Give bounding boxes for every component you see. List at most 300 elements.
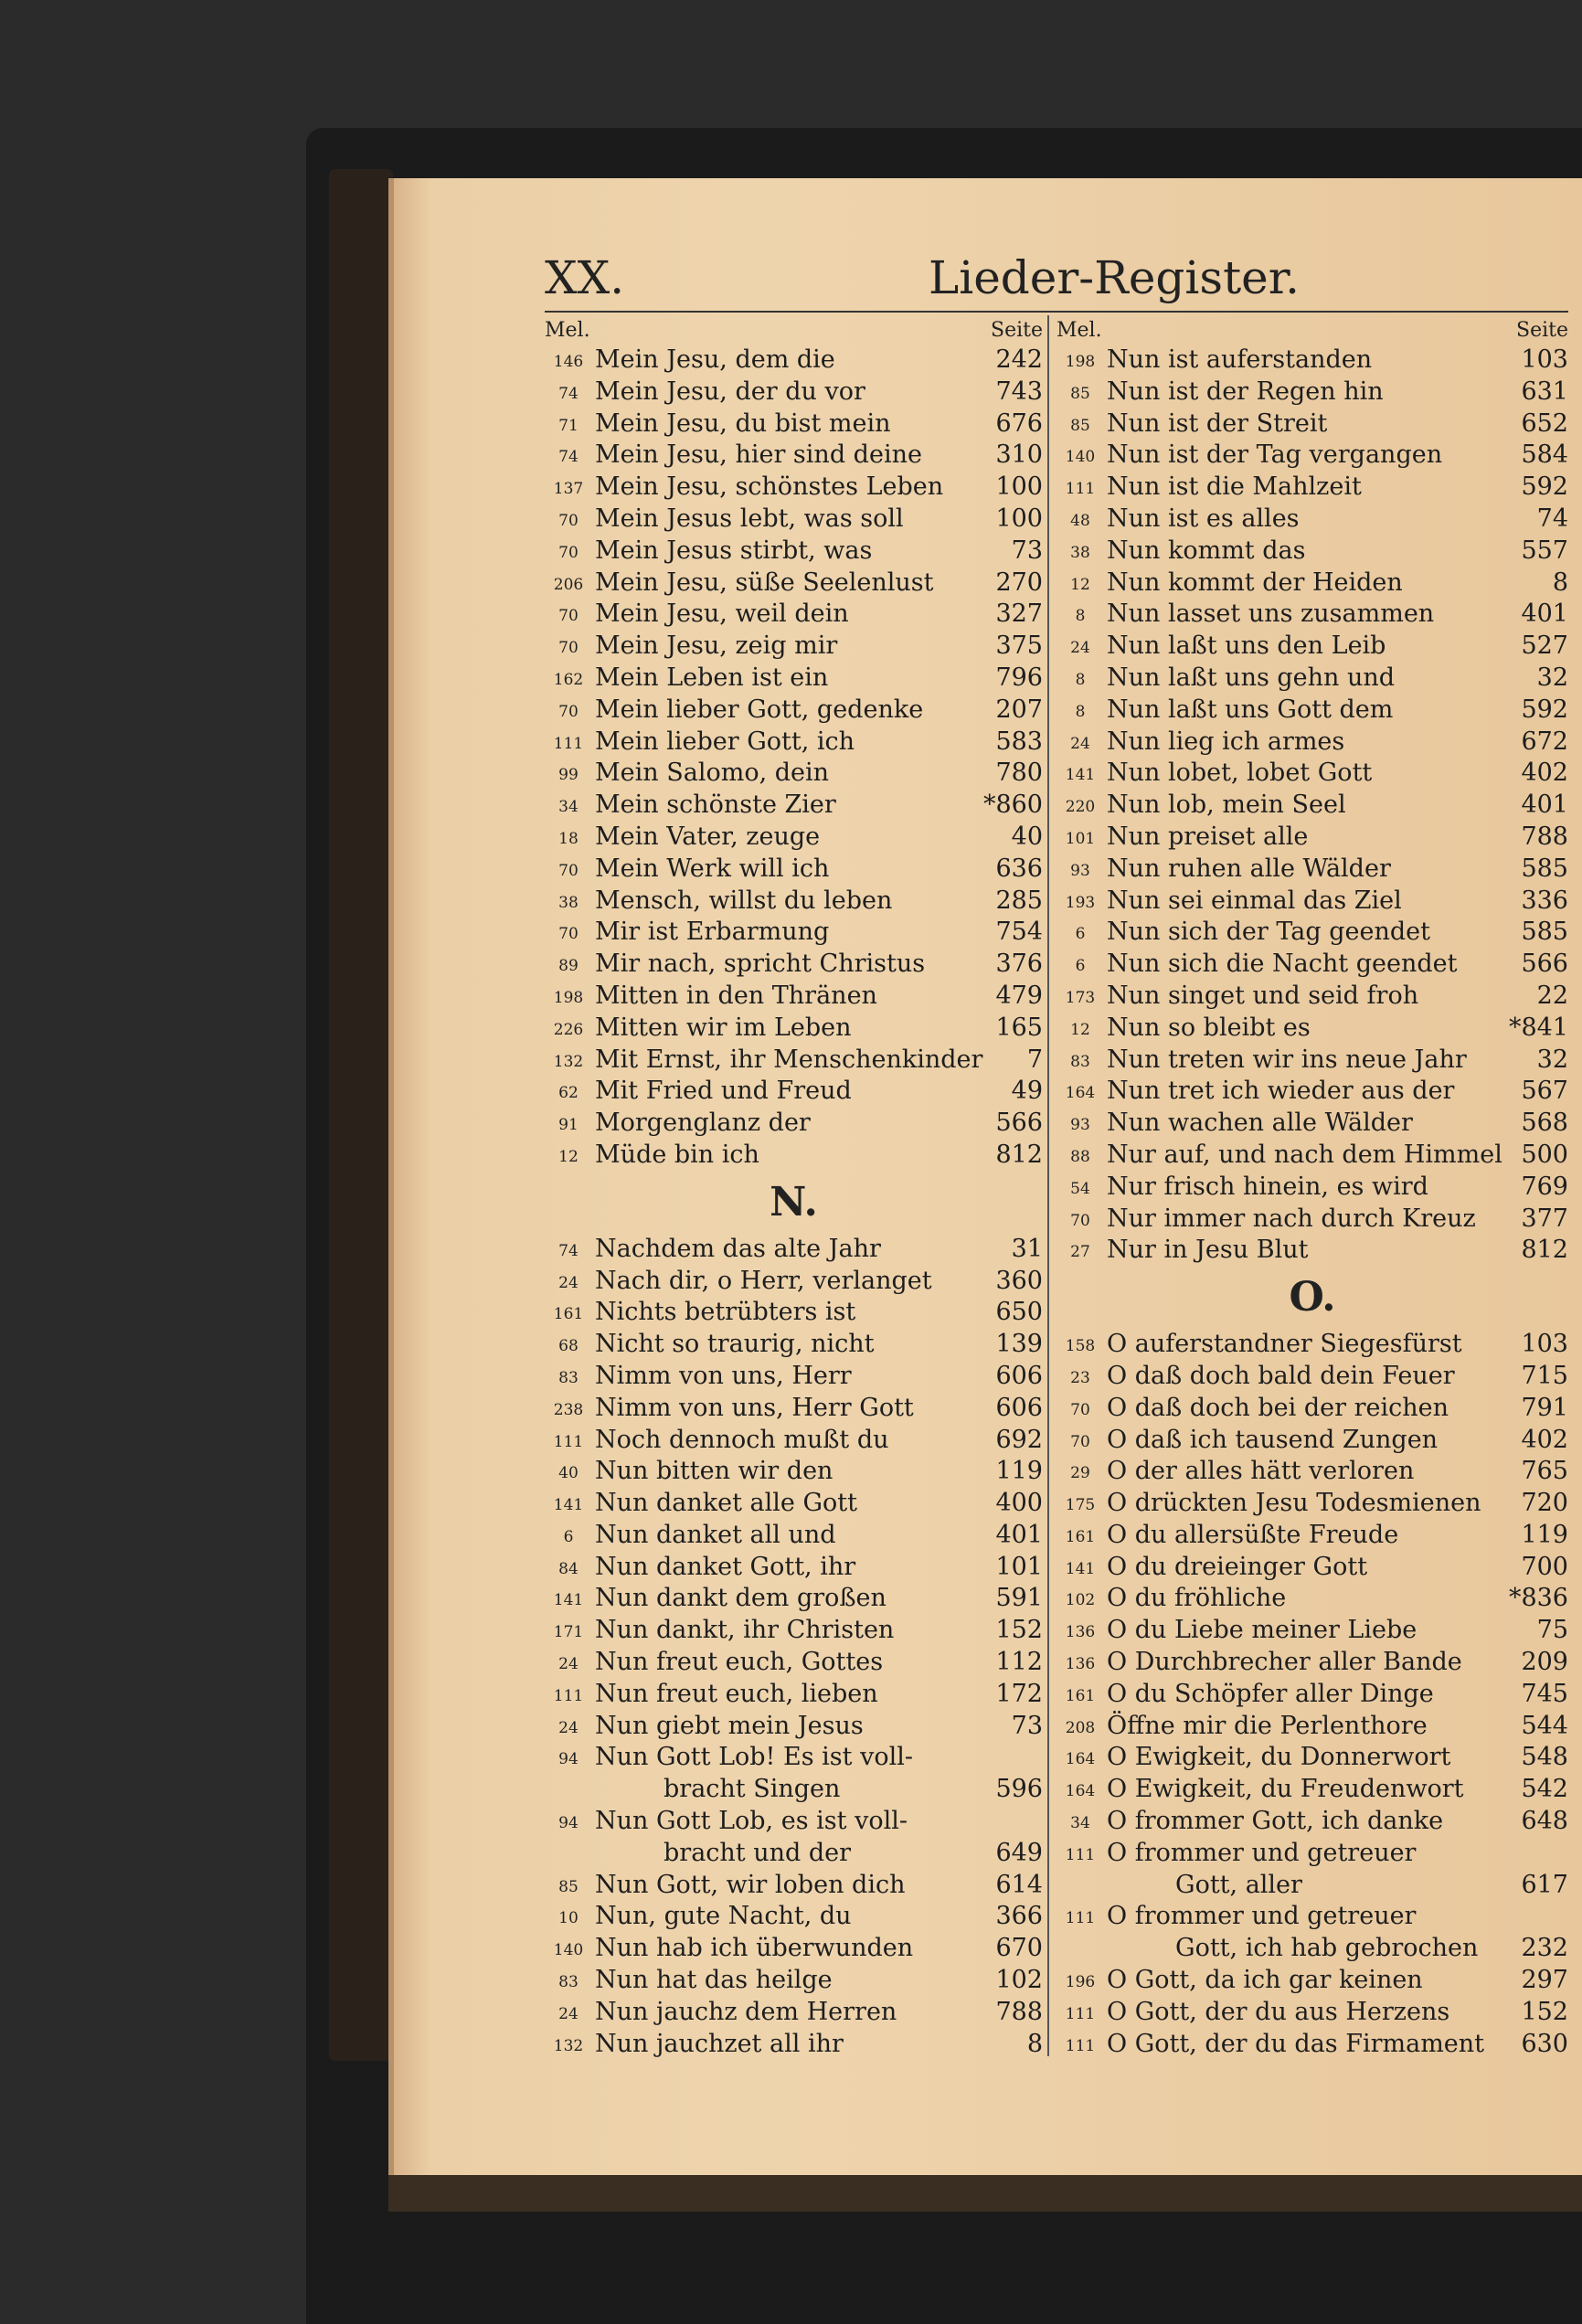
page-reference: 297	[1521, 1966, 1568, 1995]
melody-number: 173	[1065, 988, 1096, 1007]
hymn-title: Nun ist die Mahlzeit	[1107, 472, 1362, 502]
hymn-title: Nun ist der Regen hin	[1107, 377, 1384, 406]
melody-number: 136	[1065, 1655, 1096, 1674]
melody-number: 226	[553, 1020, 584, 1039]
page-reference: 636	[995, 854, 1043, 883]
page-reference: *860	[982, 791, 1043, 820]
register-entry	[545, 409, 1043, 440]
page-reference: 7	[1026, 1045, 1043, 1074]
register-entry	[1056, 568, 1568, 600]
register-entry	[1056, 472, 1568, 504]
register-entry	[1056, 1488, 1568, 1520]
melody-number: 71	[558, 416, 579, 435]
hymn-title: Nachdem das alte Jahr	[595, 1234, 881, 1263]
melody-number: 24	[558, 2004, 579, 2023]
melody-number: 10	[558, 1909, 579, 1928]
page-reference: 765	[1521, 1457, 1568, 1486]
page-reference: 591	[995, 1584, 1043, 1613]
page-reference: 596	[995, 1775, 1043, 1804]
register-entry	[545, 1456, 1043, 1488]
left-column	[545, 315, 1043, 2060]
page-reference: 788	[1521, 822, 1568, 851]
melody-number: 83	[1070, 1052, 1090, 1071]
register-entry	[1056, 1711, 1568, 1743]
register-entry	[545, 1965, 1043, 1997]
hymn-title: Nun danket Gott, ihr	[595, 1552, 856, 1581]
page-reference: 49	[1011, 1077, 1043, 1106]
melody-number: 74	[558, 1241, 579, 1260]
page-reference: 270	[995, 568, 1043, 597]
page-reference: 796	[995, 663, 1043, 692]
register-entry	[1056, 2029, 1568, 2061]
page-reference: 401	[1521, 600, 1568, 629]
register-entry	[1056, 1172, 1568, 1204]
register-entry	[545, 1297, 1043, 1329]
page-reference: 31	[1011, 1234, 1043, 1263]
register-entry	[545, 1266, 1043, 1298]
hymn-title: O Ewigkeit, du Freudenwort	[1107, 1775, 1464, 1804]
melody-number: 38	[558, 893, 579, 912]
hymn-title: Mir nach, spricht Christus	[595, 950, 926, 979]
register-entry	[545, 2029, 1043, 2061]
page-reference: 566	[1521, 950, 1568, 979]
melody-number: 158	[1065, 1337, 1096, 1356]
hymn-title: Mensch, willst du leben	[595, 886, 893, 915]
register-entry	[545, 1140, 1043, 1172]
melody-number: 40	[558, 1464, 579, 1483]
page-reference: 542	[1521, 1775, 1568, 1804]
melody-number: 208	[1065, 1718, 1096, 1737]
page-reference: 285	[995, 886, 1043, 915]
register-entry	[545, 1045, 1043, 1077]
register-entry	[545, 822, 1043, 854]
page-reference: 715	[1521, 1361, 1568, 1390]
hymn-title: Nur frisch hinein, es wird	[1107, 1172, 1428, 1201]
hymn-title: Mit Fried und Freud	[595, 1077, 852, 1106]
hymn-title: Nimm von uns, Herr	[595, 1361, 852, 1390]
register-entry	[545, 695, 1043, 727]
hymn-title: Mein Jesus stirbt, was	[595, 536, 873, 565]
register-entry	[545, 1679, 1043, 1711]
register-entry	[1056, 1108, 1568, 1140]
register-entry	[1056, 1965, 1568, 1997]
register-entry	[1056, 790, 1568, 822]
register-entry	[1056, 1013, 1568, 1045]
hymn-title: Nun freut euch, Gottes	[595, 1648, 884, 1677]
register-entry	[1056, 1679, 1568, 1711]
melody-number: 34	[1070, 1814, 1090, 1833]
page-reference: 720	[1521, 1489, 1568, 1518]
hymn-title: Mein Jesu, dem die	[595, 345, 835, 374]
register-entry	[545, 1013, 1043, 1045]
page-header	[545, 251, 1568, 315]
page-reference: 630	[1521, 2029, 1568, 2058]
hymn-title: O du Liebe meiner Liebe	[1107, 1616, 1417, 1645]
melody-number: 111	[553, 1432, 584, 1451]
hymn-title: Nun singet und seid froh	[1107, 981, 1419, 1010]
register-entry	[1056, 1838, 1568, 1870]
entries-o	[1056, 1329, 1568, 2060]
page-reference: 670	[995, 1934, 1043, 1963]
hymn-title: O frommer Gott, ich danke	[1107, 1807, 1444, 1836]
register-entry	[545, 440, 1043, 472]
hymn-title: Nach dir, o Herr, verlanget	[595, 1266, 932, 1295]
page-reference: 232	[1521, 1934, 1568, 1963]
hymn-title: O drückten Jesu Todesmienen	[1107, 1489, 1481, 1518]
hymn-title: Nun ruhen alle Wälder	[1107, 854, 1391, 883]
page-reference: *841	[1508, 1013, 1568, 1042]
register-entry	[1056, 1393, 1568, 1425]
page-reference: 617	[1521, 1870, 1568, 1899]
register-entry	[1056, 1552, 1568, 1584]
register-entry	[545, 1552, 1043, 1584]
page-edge	[388, 2175, 1582, 2212]
hymn-title: Nun sich die Nacht geendet	[1107, 950, 1458, 979]
hymn-title: Nun dankt dem großen	[595, 1584, 887, 1613]
page-reference: 101	[995, 1552, 1043, 1581]
register-entry	[545, 1806, 1043, 1838]
register-entry	[545, 949, 1043, 981]
register-entry	[1056, 981, 1568, 1013]
page-reference: 152	[1521, 1997, 1568, 2026]
hymn-title: Müde bin ich	[595, 1140, 759, 1169]
page-reference: 745	[1521, 1679, 1568, 1708]
melody-number: 6	[1075, 925, 1086, 944]
melody-number: 111	[553, 734, 584, 753]
page-reference: 548	[1521, 1743, 1568, 1772]
register-entry	[1056, 1361, 1568, 1393]
hymn-title: Nun preiset alle	[1107, 822, 1309, 851]
melody-number: 24	[558, 1273, 579, 1292]
entries-n	[545, 1234, 1043, 2061]
melody-number: 70	[1070, 1211, 1090, 1230]
page-reference: 165	[995, 1013, 1043, 1042]
melody-number: 89	[558, 957, 579, 976]
melody-number: 99	[558, 766, 579, 785]
page-reference: 32	[1536, 663, 1568, 692]
page-reference: 8	[1552, 568, 1568, 597]
hymn-title: Nun lieg ich armes	[1107, 727, 1345, 756]
register-page	[388, 178, 1582, 2175]
hymn-title: Mein Jesu, der du vor	[595, 377, 865, 406]
page-reference: 242	[995, 345, 1043, 374]
register-entry	[545, 1234, 1043, 1266]
melody-number: 101	[1065, 829, 1096, 848]
page-reference: 100	[995, 472, 1043, 502]
seite-label: Seite	[991, 319, 1043, 342]
melody-number: 198	[553, 988, 584, 1007]
page-reference: 401	[995, 1520, 1043, 1549]
hymn-title: Nun laßt uns den Leib	[1107, 631, 1386, 661]
hymn-title: Nur auf, und nach dem Himmel	[1107, 1140, 1502, 1169]
melody-number: 146	[553, 353, 584, 371]
melody-number: 102	[1065, 1591, 1096, 1610]
page-reference: 152	[995, 1616, 1043, 1645]
page-reference: 360	[995, 1266, 1043, 1295]
register-entry	[545, 631, 1043, 663]
page-reference: 788	[995, 1997, 1043, 2026]
hymn-title: Nun kommt der Heiden	[1107, 568, 1403, 597]
melody-number: 111	[1065, 2004, 1096, 2023]
register-entry	[1056, 1140, 1568, 1172]
hymn-title: Noch dennoch mußt du	[595, 1425, 889, 1454]
hymn-title: Mein Jesus lebt, was soll	[595, 504, 904, 533]
hymn-title: O Gott, der du das Firmament	[1107, 2029, 1485, 2058]
page-reference: 74	[1536, 504, 1568, 533]
hymn-title: Nun bitten wir den	[595, 1457, 833, 1486]
hymn-title: O Ewigkeit, du Donnerwort	[1107, 1743, 1451, 1772]
hymn-title: Nun so bleibt es	[1107, 1013, 1311, 1042]
page-title: Lieder-Register.	[929, 251, 1301, 304]
melody-number: 24	[1070, 639, 1090, 658]
page-reference: 500	[1521, 1140, 1568, 1169]
register-entry	[545, 377, 1043, 409]
hymn-title: O du dreieinger Gott	[1107, 1552, 1368, 1581]
hymn-title: Mein lieber Gott, ich	[595, 727, 855, 756]
melody-number: 94	[558, 1814, 579, 1833]
register-entry	[1056, 1901, 1568, 1933]
register-entry	[545, 1076, 1043, 1108]
melody-number: 85	[1070, 416, 1090, 435]
melody-number: 34	[558, 798, 579, 817]
hymn-title: Nun dankt, ihr Christen	[595, 1616, 895, 1645]
page-reference: 139	[995, 1330, 1043, 1359]
register-entry	[545, 981, 1043, 1013]
register-entry	[545, 1520, 1043, 1552]
melody-number: 136	[1065, 1623, 1096, 1642]
hymn-title: O der alles hätt verloren	[1107, 1457, 1415, 1486]
hymn-title: Nun jauchzet all ihr	[595, 2029, 844, 2058]
register-entry	[545, 1393, 1043, 1425]
register-entry	[1056, 1045, 1568, 1077]
page-reference: 377	[1521, 1204, 1568, 1233]
register-entry	[1056, 758, 1568, 790]
register-entry	[545, 504, 1043, 536]
melody-number: 23	[1070, 1368, 1090, 1387]
register-entry	[1056, 663, 1568, 695]
hymn-title: Nun Gott Lob! Es ist voll-	[595, 1743, 913, 1772]
hymn-title: Nun lobet, lobet Gott	[1107, 759, 1373, 788]
melody-number: 62	[558, 1084, 579, 1103]
melody-number: 12	[1070, 1020, 1090, 1039]
melody-number: 238	[553, 1400, 584, 1419]
melody-number: 24	[1070, 734, 1090, 753]
melody-number: 206	[553, 575, 584, 594]
hymn-title: Nun danket alle Gott	[595, 1489, 857, 1518]
melody-number: 8	[1075, 702, 1086, 721]
hymn-title: Nichts betrübters ist	[595, 1298, 856, 1327]
page-reference: 402	[1521, 759, 1568, 788]
page-reference: 652	[1521, 409, 1568, 438]
page-reference: 103	[1521, 1330, 1568, 1359]
register-entry	[1056, 1615, 1568, 1647]
hymn-title: Mein Salomo, dein	[595, 759, 830, 788]
melody-number: 70	[558, 639, 579, 658]
register-entry	[1056, 1774, 1568, 1806]
page-reference: 606	[995, 1361, 1043, 1390]
register-entry	[545, 1361, 1043, 1393]
page-reference: 402	[1521, 1425, 1568, 1454]
register-entry	[1056, 631, 1568, 663]
melody-number: 198	[1065, 353, 1096, 371]
page-reference: 479	[995, 981, 1043, 1010]
page-number: XX.	[545, 251, 625, 304]
register-entry	[1056, 1456, 1568, 1488]
melody-number: 8	[1075, 607, 1086, 626]
hymn-title: Mit Ernst, ihr Menschenkinder	[595, 1045, 983, 1074]
melody-number: 6	[1075, 957, 1086, 976]
melody-number: 70	[558, 925, 579, 944]
page-reference: 631	[1521, 377, 1568, 406]
page-reference: 568	[1521, 1109, 1568, 1138]
page-reference: 557	[1521, 536, 1568, 565]
register-entry	[545, 1583, 1043, 1615]
melody-number: 24	[558, 1718, 579, 1737]
hymn-title: bracht Singen	[664, 1775, 841, 1804]
register-entry	[545, 345, 1043, 377]
register-entry	[545, 1488, 1043, 1520]
page-reference: 73	[1011, 1711, 1043, 1740]
melody-number: 29	[1070, 1464, 1090, 1483]
register-entry	[1056, 377, 1568, 409]
entries-m	[545, 345, 1043, 1172]
register-entry	[1056, 1425, 1568, 1457]
page-reference: 592	[1521, 472, 1568, 502]
page-reference: 40	[1011, 822, 1043, 851]
page-reference: 375	[995, 631, 1043, 661]
register-entry	[1056, 727, 1568, 759]
register-entry	[1056, 536, 1568, 568]
register-entry	[545, 536, 1043, 568]
page-reference: 102	[995, 1966, 1043, 1995]
register-entry	[545, 599, 1043, 631]
melody-number: 27	[1070, 1243, 1090, 1262]
hymn-title: Mein Leben ist ein	[595, 663, 829, 692]
hymn-title: Nicht so traurig, nicht	[595, 1330, 875, 1359]
hymn-title: Mein Jesu, süße Seelenlust	[595, 568, 934, 597]
section-heading-n: N.	[770, 1178, 818, 1226]
register-entry	[545, 790, 1043, 822]
register-entry	[1056, 822, 1568, 854]
page-reference: 103	[1521, 345, 1568, 374]
hymn-title: Mein lieber Gott, gedenke	[595, 695, 924, 724]
melody-number: 24	[558, 1655, 579, 1674]
register-entry	[1056, 1076, 1568, 1108]
hymn-title: Nun Gott Lob, es ist voll-	[595, 1807, 908, 1836]
hymn-title: Nun jauchz dem Herren	[595, 1997, 897, 2026]
melody-number: 140	[553, 1941, 584, 1960]
hymn-title: Nun laßt uns Gott dem	[1107, 695, 1394, 724]
register-entry	[1056, 440, 1568, 472]
mel-label: Mel.	[545, 319, 590, 342]
page-reference: 743	[995, 377, 1043, 406]
hymn-title: Nun laßt uns gehn und	[1107, 663, 1396, 692]
page-reference: 592	[1521, 695, 1568, 724]
melody-number: 12	[1070, 575, 1090, 594]
page-reference: 769	[1521, 1172, 1568, 1201]
mel-label: Mel.	[1056, 319, 1102, 342]
hymn-title: Nun sei einmal das Ziel	[1107, 886, 1402, 915]
hymn-title: O daß ich tausend Zungen	[1107, 1425, 1439, 1454]
melody-number: 68	[558, 1337, 579, 1356]
hymn-title: O Durchbrecher aller Bande	[1107, 1648, 1462, 1677]
register-entry	[1056, 695, 1568, 727]
hymn-title: Nun kommt das	[1107, 536, 1306, 565]
melody-number: 70	[558, 543, 579, 562]
melody-number: 161	[553, 1305, 584, 1324]
melody-number: 93	[1070, 861, 1090, 880]
page-reference: 672	[1521, 727, 1568, 756]
page-reference: 583	[995, 727, 1043, 756]
register-entry	[545, 1329, 1043, 1361]
hymn-title: O Gott, der du aus Herzens	[1107, 1997, 1450, 2026]
register-entry	[1056, 1997, 1568, 2029]
hymn-title: Nun wachen alle Wälder	[1107, 1109, 1413, 1138]
register-entry	[1056, 345, 1568, 377]
register-entry	[1056, 1742, 1568, 1774]
register-entry	[1056, 599, 1568, 631]
register-entry	[545, 1711, 1043, 1743]
hymn-title: O daß doch bald dein Feuer	[1107, 1361, 1455, 1390]
page-reference: 75	[1536, 1616, 1568, 1645]
register-entry	[1056, 1870, 1568, 1902]
page-reference: 584	[1521, 440, 1568, 470]
melody-number: 54	[1070, 1179, 1090, 1198]
hymn-title: Nun ist der Tag vergangen	[1107, 440, 1443, 470]
register-entry	[1056, 1647, 1568, 1679]
page-reference: 585	[1521, 918, 1568, 947]
melody-number: 18	[558, 829, 579, 848]
right-column	[1056, 315, 1568, 2060]
melody-number: 94	[558, 1750, 579, 1769]
register-entry	[545, 758, 1043, 790]
page-reference: 527	[1521, 631, 1568, 661]
hymn-title: O Gott, da ich gar keinen	[1107, 1966, 1423, 1995]
melody-number: 164	[1065, 1750, 1096, 1769]
hymn-title: Mein Jesu, du bist mein	[595, 409, 891, 438]
register-entry	[545, 1870, 1043, 1902]
page-reference: 676	[995, 409, 1043, 438]
melody-number: 38	[1070, 543, 1090, 562]
hymn-title: bracht und der	[664, 1838, 852, 1867]
register-entry	[545, 1615, 1043, 1647]
register-entry	[1056, 1806, 1568, 1838]
melody-number: 111	[553, 1686, 584, 1705]
register-entry	[545, 1647, 1043, 1679]
hymn-title: Nun lasset uns zusammen	[1107, 600, 1435, 629]
melody-number: 8	[1075, 670, 1086, 689]
melody-number: 111	[1065, 1909, 1096, 1928]
melody-number: 161	[1065, 1527, 1096, 1546]
page-reference: 649	[995, 1838, 1043, 1867]
page-reference: 22	[1536, 981, 1568, 1010]
register-entry	[1056, 1329, 1568, 1361]
melody-number: 175	[1065, 1496, 1096, 1515]
hymn-title: Nun hab ich überwunden	[595, 1934, 914, 1963]
melody-number: 132	[553, 2036, 584, 2055]
register-entry	[545, 727, 1043, 759]
register-entry	[1056, 1520, 1568, 1552]
hymn-title: Nimm von uns, Herr Gott	[595, 1393, 914, 1422]
page-reference: 376	[995, 950, 1043, 979]
hymn-title: Mein Werk will ich	[595, 854, 830, 883]
melody-number: 193	[1065, 893, 1096, 912]
melody-number: 141	[553, 1496, 584, 1515]
page-reference: 544	[1521, 1711, 1568, 1740]
melody-number: 111	[1065, 1845, 1096, 1864]
right-column-header	[1056, 315, 1568, 345]
hymn-title: O frommer und getreuer	[1107, 1902, 1417, 1931]
